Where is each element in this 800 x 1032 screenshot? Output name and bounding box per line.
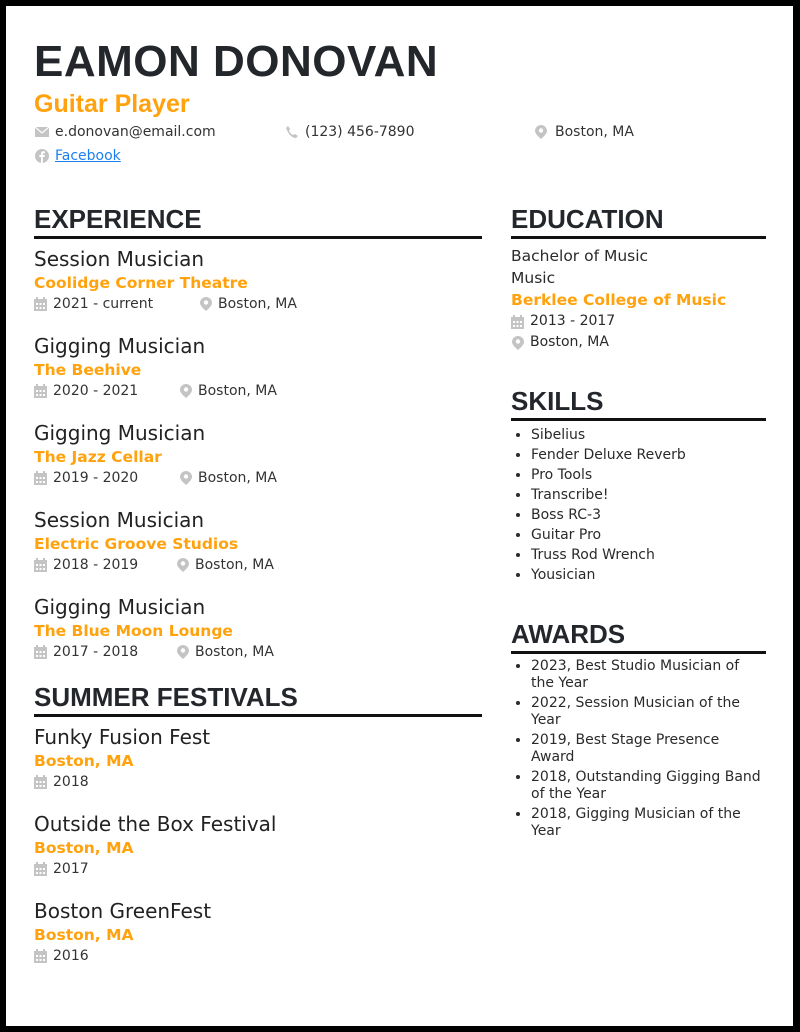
awards-heading: AWARDS — [511, 618, 766, 654]
job-location: Boston, MA — [180, 381, 277, 401]
map-pin-icon — [180, 471, 192, 485]
calendar-icon — [34, 862, 47, 876]
contact-location — [535, 123, 634, 141]
map-pin-icon — [177, 558, 189, 572]
map-pin-icon — [512, 336, 524, 350]
employer: The Jazz Cellar — [34, 448, 162, 466]
festival-name: Funky Fusion Fest — [34, 725, 211, 749]
email-text: e.donovan@email.com — [55, 124, 216, 140]
job-location: Boston, MA — [177, 642, 274, 662]
festival-meta — [34, 772, 482, 792]
skill-item: • Pro Tools — [531, 465, 766, 485]
experience-entry — [34, 594, 482, 662]
experience-entry — [34, 420, 482, 488]
candidate-name: EAMON DONOVAN — [34, 37, 439, 86]
job-meta — [34, 555, 482, 575]
awards-section — [511, 618, 766, 840]
map-pin-icon — [177, 645, 189, 659]
job-location: Boston, MA — [177, 555, 274, 575]
job-dates: 2018 - 2019 — [34, 555, 177, 575]
skill-item: • Boss RC-3 — [531, 505, 766, 525]
festivals-section — [34, 681, 482, 966]
employer: The Beehive — [34, 361, 142, 379]
calendar-icon — [34, 384, 47, 398]
calendar-icon — [511, 315, 524, 329]
school-name: Berklee College of Music — [511, 291, 727, 309]
right-column — [511, 203, 766, 843]
award-item: • 2022, Session Musician of the Year — [531, 695, 766, 729]
awards-list — [511, 658, 766, 840]
festivals-heading: SUMMER FESTIVALS — [34, 681, 482, 717]
award-item: • 2023, Best Studio Musician of the Year — [531, 658, 766, 692]
festival-location: Boston, MA — [34, 926, 134, 944]
calendar-icon — [34, 775, 47, 789]
phone-icon — [285, 125, 299, 139]
education-entry — [511, 245, 766, 353]
festival-name: Outside the Box Festival — [34, 812, 277, 836]
job-title: Session Musician — [34, 508, 205, 532]
job-meta — [34, 381, 482, 401]
education-section — [511, 203, 766, 353]
award-item: • 2018, Outstanding Gigging Band of the Year — [531, 769, 766, 803]
job-title: Gigging Musician — [34, 421, 206, 445]
employer: The Blue Moon Lounge — [34, 622, 233, 640]
map-pin-icon — [200, 297, 212, 311]
employer: Coolidge Corner Theatre — [34, 274, 248, 292]
experience-entry — [34, 507, 482, 575]
job-dates: 2019 - 2020 — [34, 468, 180, 488]
envelope-icon — [35, 125, 49, 139]
festival-meta — [34, 859, 482, 879]
skill-item: • Fender Deluxe Reverb — [531, 445, 766, 465]
job-dates: 2017 - 2018 — [34, 642, 177, 662]
job-meta — [34, 468, 482, 488]
calendar-icon — [34, 949, 47, 963]
calendar-icon — [34, 471, 47, 485]
left-column — [34, 203, 482, 985]
calendar-icon — [34, 558, 47, 572]
festival-year: 2018 — [34, 772, 89, 792]
facebook-link[interactable]: Facebook — [55, 148, 121, 164]
award-item: • 2018, Gigging Musician of the Year — [531, 806, 766, 840]
map-pin-icon — [180, 384, 192, 398]
experience-entry — [34, 333, 482, 401]
phone-text: (123) 456-7890 — [305, 124, 415, 140]
festival-entry — [34, 811, 482, 879]
festival-entry — [34, 724, 482, 792]
employer: Electric Groove Studios — [34, 535, 239, 553]
festival-name: Boston GreenFest — [34, 899, 212, 923]
degree: Bachelor of Music — [511, 247, 649, 265]
job-dates: 2020 - 2021 — [34, 381, 180, 401]
calendar-icon — [34, 645, 47, 659]
job-title: Session Musician — [34, 247, 205, 271]
skill-item: • Sibelius — [531, 425, 766, 445]
contact-phone — [285, 123, 415, 141]
job-dates: 2021 - current — [34, 294, 200, 314]
job-title: Gigging Musician — [34, 334, 206, 358]
job-meta — [34, 642, 482, 662]
experience-entry — [34, 246, 482, 314]
facebook-icon — [35, 149, 49, 163]
job-location: Boston, MA — [200, 294, 297, 314]
festival-entry — [34, 898, 482, 966]
education-location: Boston, MA — [511, 332, 766, 353]
skill-item: • Truss Rod Wrench — [531, 545, 766, 565]
education-heading: EDUCATION — [511, 203, 766, 239]
festival-meta — [34, 946, 482, 966]
job-title: Gigging Musician — [34, 595, 206, 619]
calendar-icon — [34, 297, 47, 311]
festival-location: Boston, MA — [34, 839, 134, 857]
resume-page — [6, 6, 793, 1026]
job-meta — [34, 294, 482, 314]
skill-item: • Guitar Pro — [531, 525, 766, 545]
award-item: • 2019, Best Stage Presence Award — [531, 732, 766, 766]
festival-year: 2016 — [34, 946, 89, 966]
field-of-study: Music — [511, 269, 556, 287]
location-text: Boston, MA — [555, 124, 634, 140]
contact-social — [35, 147, 121, 165]
skills-section — [511, 385, 766, 585]
experience-section — [34, 203, 482, 662]
skills-heading: SKILLS — [511, 385, 766, 421]
job-location: Boston, MA — [180, 468, 277, 488]
skills-list — [511, 425, 766, 585]
education-dates: 2013 - 2017 — [511, 311, 766, 332]
skill-item: • Yousician — [531, 565, 766, 585]
candidate-role: Guitar Player — [34, 90, 190, 118]
festival-year: 2017 — [34, 859, 89, 879]
contact-email — [35, 123, 216, 141]
experience-heading: EXPERIENCE — [34, 203, 482, 239]
map-pin-icon — [535, 125, 549, 139]
skill-item: • Transcribe! — [531, 485, 766, 505]
festival-location: Boston, MA — [34, 752, 134, 770]
